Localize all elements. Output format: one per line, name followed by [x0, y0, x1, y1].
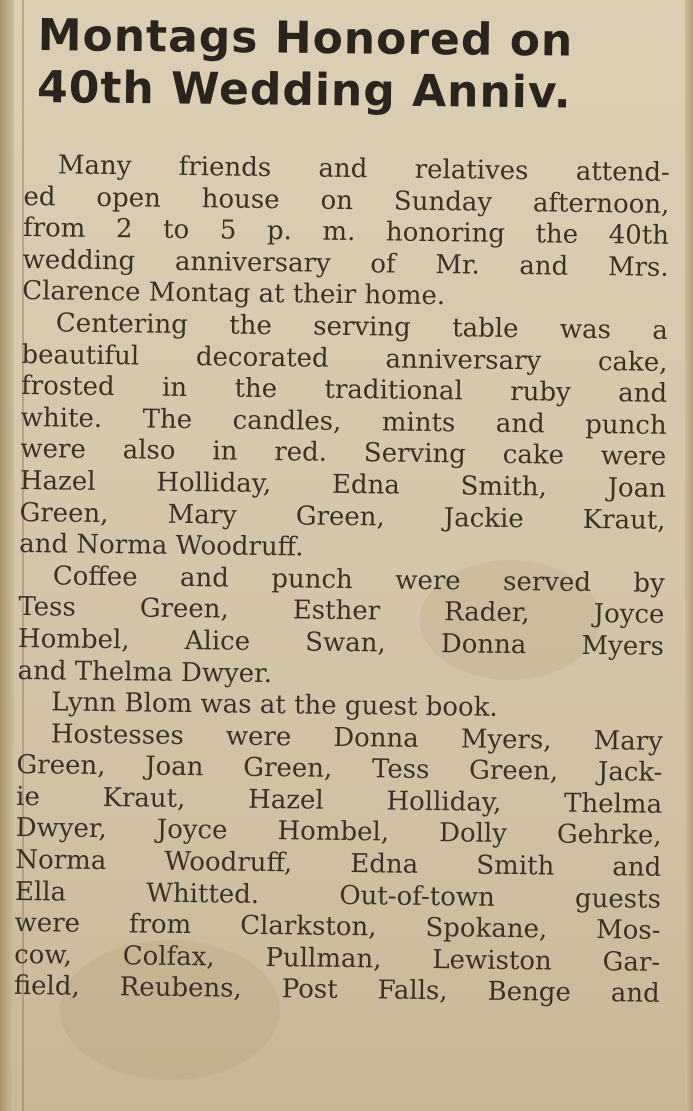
text-line: Tess Green, Esther Rader, Joyce: [18, 592, 665, 631]
headline-line: Montags Honored on: [37, 10, 574, 67]
text-line: Green, Joan Green, Tess Green, Jack-: [16, 750, 663, 789]
text-line: and Thelma Dwyer.: [17, 655, 273, 689]
text-line: Lynn Blom was at the guest book.: [51, 687, 498, 723]
paragraph: [17, 561, 664, 695]
torn-right-edge: [685, 0, 693, 1111]
text-line: Green, Mary Green, Jackie Kraut,: [19, 497, 666, 536]
paragraph: [22, 150, 670, 316]
headline: [37, 10, 678, 121]
text-line: ie Kraut, Hazel Holliday, Thelma: [15, 781, 663, 820]
text-line: white. The candles, mints and punch: [20, 402, 667, 441]
paragraph: [19, 308, 668, 569]
text-line: field, Reubens, Post Falls, Benge and: [13, 971, 660, 1010]
text-line: Norma Woodruff, Edna Smith and: [15, 845, 662, 883]
text-line: Hostesses were Donna Myers, Mary: [50, 719, 664, 757]
text-line: Ella Whitted. Out-of-town guests: [14, 876, 662, 915]
headline-line: 40th Wedding Anniv.: [36, 61, 572, 119]
text-line: frosted in the traditional ruby and: [20, 371, 668, 410]
text-line: were from Clarkston, Spokane, Mos-: [14, 908, 661, 947]
text-line: Dwyer, Joyce Hombel, Dolly Gehrke,: [15, 813, 662, 852]
text-line: and Norma Woodruff.: [19, 529, 304, 563]
text-line: Coffee and punch were served by: [52, 561, 665, 599]
text-line: Hazel Holliday, Edna Smith, Joan: [19, 465, 667, 504]
torn-left-edge: [0, 0, 14, 1111]
text-line: ed open house on Sunday afternoon,: [23, 181, 670, 220]
paragraph: [14, 719, 663, 1011]
text-line: wedding anniversary of Mr. and Mrs.: [22, 244, 669, 283]
text-line: were also in red. Serving cake were: [20, 434, 667, 473]
article-body: [14, 150, 670, 1011]
text-line: Many friends and relatives attend-: [57, 150, 670, 188]
text-line: from 2 to 5 p. m. honoring the 40th: [22, 213, 670, 252]
text-line: Centering the serving table was a: [55, 308, 669, 346]
text-line: Clarence Montag at their home.: [22, 276, 446, 312]
text-line: Hombel, Alice Swan, Donna Myers: [17, 623, 665, 662]
text-line: cow, Colfax, Pullman, Lewiston Gar-: [13, 939, 661, 978]
text-line: beautiful decorated anniversary cake,: [21, 339, 668, 378]
